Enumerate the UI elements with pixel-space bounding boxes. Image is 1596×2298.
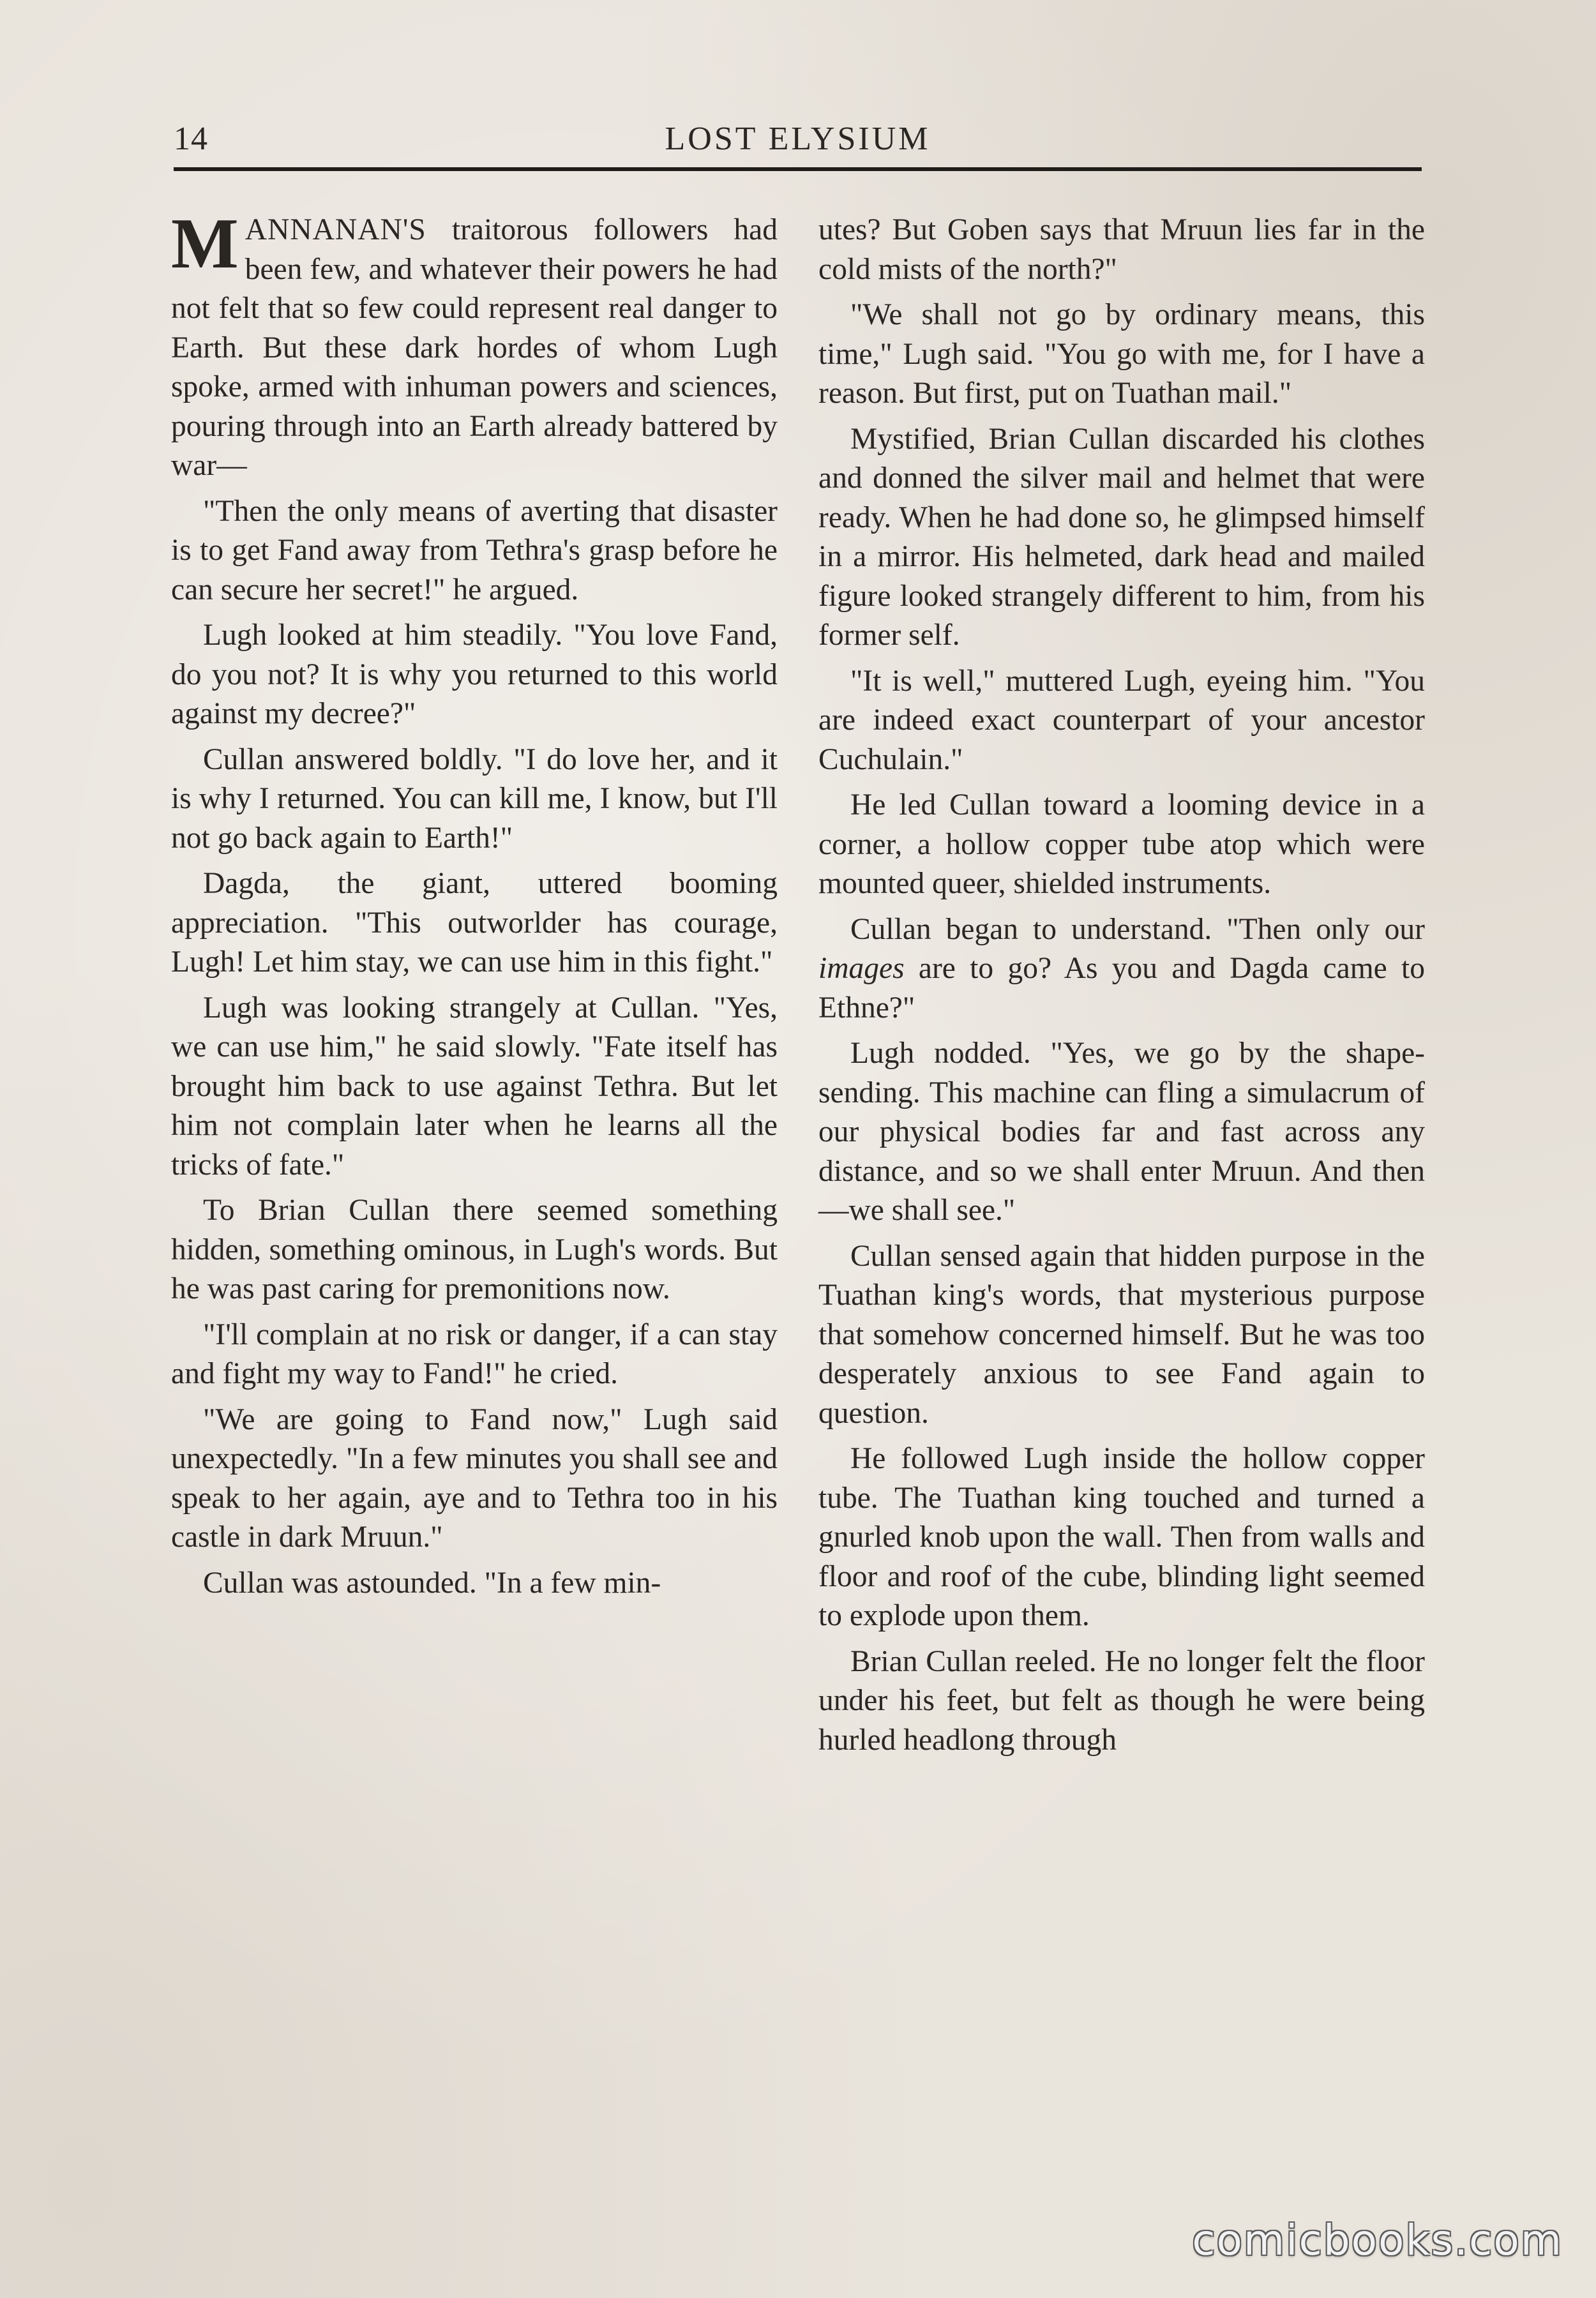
page-header [174, 120, 1422, 171]
paragraph: Dagda, the giant, uttered booming appreciation. "This outworlder has courage, Lugh! Let him stay, we can use him in this fight." [171, 867, 778, 979]
paragraph: Mystified, Brian Cullan discarded his clothes and donned the silver mail and helmet that were ready. When he had done so, he glimpsed himself in a mirror. His helmeted, dark head and mailed figure looked strangely different to him, from his former self. [818, 422, 1425, 652]
page-number: 14 [174, 121, 208, 157]
paragraph-text: are to go? As you and Dagda came to Ethne?" [818, 952, 1425, 1025]
paragraph: Lugh was looking strangely at Cullan. "Yes, we can use him," he said slowly. "Fate itself has brought him back to use against Tethra. But let him not complain later when he learns all the tricks of fate." [171, 991, 778, 1182]
drop-cap: M [171, 204, 239, 283]
paragraph: To Brian Cullan there seemed something hidden, something ominous, in Lugh's words. But he was past caring for premonitions now. [171, 1194, 778, 1305]
paragraph: He followed Lugh inside the hollow copper tube. The Tuathan king touched and turned a gnurled knob upon the wall. Then from walls and floor and roof of the cube, blinding light seemed to explode upon them. [818, 1442, 1425, 1632]
paragraph: Lugh nodded. "Yes, we go by the shape-sending. This machine can fling a simulacrum of our physical bodies far and fast across any distance, and so we shall enter Mruun. And then—we shall see." [818, 1037, 1425, 1227]
paragraph: "I'll complain at no risk or danger, if a can stay and fight my way to Fand!" he cried. [171, 1318, 778, 1390]
paragraph: "We are going to Fand now," Lugh said unexpectedly. "In a few minutes you shall see and speak to her again, aye and to Tethra too in his castle in dark Mruun." [171, 1402, 778, 1554]
paragraph: Lugh looked at him steadily. "You love Fand, do you not? It is why you returned to this world against my decree?" [171, 619, 778, 730]
paragraph: utes? But Goben says that Mruun lies far in the cold mists of the north?" [818, 213, 1425, 286]
opening-caps: ANNANAN'S [245, 213, 426, 246]
paragraph: "We shall not go by ordinary means, this time," Lugh said. "You go with me, for I have a reason. But first, put on Tuathan mail." [818, 298, 1425, 410]
paragraph-text: Cullan began to understand. "Then only our [850, 912, 1425, 946]
paragraph: "It is well," muttered Lugh, eyeing him. "You are indeed exact counterpart of your ancestor Cuchulain." [818, 664, 1425, 776]
paragraph: Cullan sensed again that hidden purpose in the Tuathan king's words, that mysterious purpose that somehow concerned himself. But he was too desperately anxious to see Fand again to question. [818, 1239, 1425, 1430]
paragraph: Brian Cullan reeled. He no longer felt the floor under his feet, but felt as though he were being hurled headlong through [818, 1644, 1425, 1757]
italic-word: images [818, 952, 905, 985]
left-column [171, 204, 778, 1609]
running-title: LOST ELYSIUM [665, 121, 931, 157]
paragraph: He led Cullan toward a looming device in a corner, a hollow copper tube atop which were mounted queer, shielded instruments. [818, 788, 1425, 900]
header-rule [174, 167, 1422, 171]
paragraph: Cullan answered boldly. "I do love her, and it is why I returned. You can kill me, I know, but I'll not go back again to Earth!" [171, 742, 778, 855]
paragraph: "Then the only means of averting that disaster is to get Fand away from Tethra's grasp before he can secure her secret!" he argued. [171, 494, 778, 606]
paragraph-text: traitorous followers had been few, and whatever their powers he had not felt that so few could represent real danger to Earth. But these dark hordes of whom Lugh spoke, armed with inhuman powers and sciences, pouring through into an Earth already battered by war— [171, 213, 778, 482]
right-column [818, 211, 1425, 1766]
paragraph [171, 204, 778, 486]
paragraph: Cullan was astounded. "In a few min- [203, 1566, 661, 1600]
watermark: comicbooks.com [1192, 2216, 1563, 2265]
paragraph [818, 910, 1425, 1028]
